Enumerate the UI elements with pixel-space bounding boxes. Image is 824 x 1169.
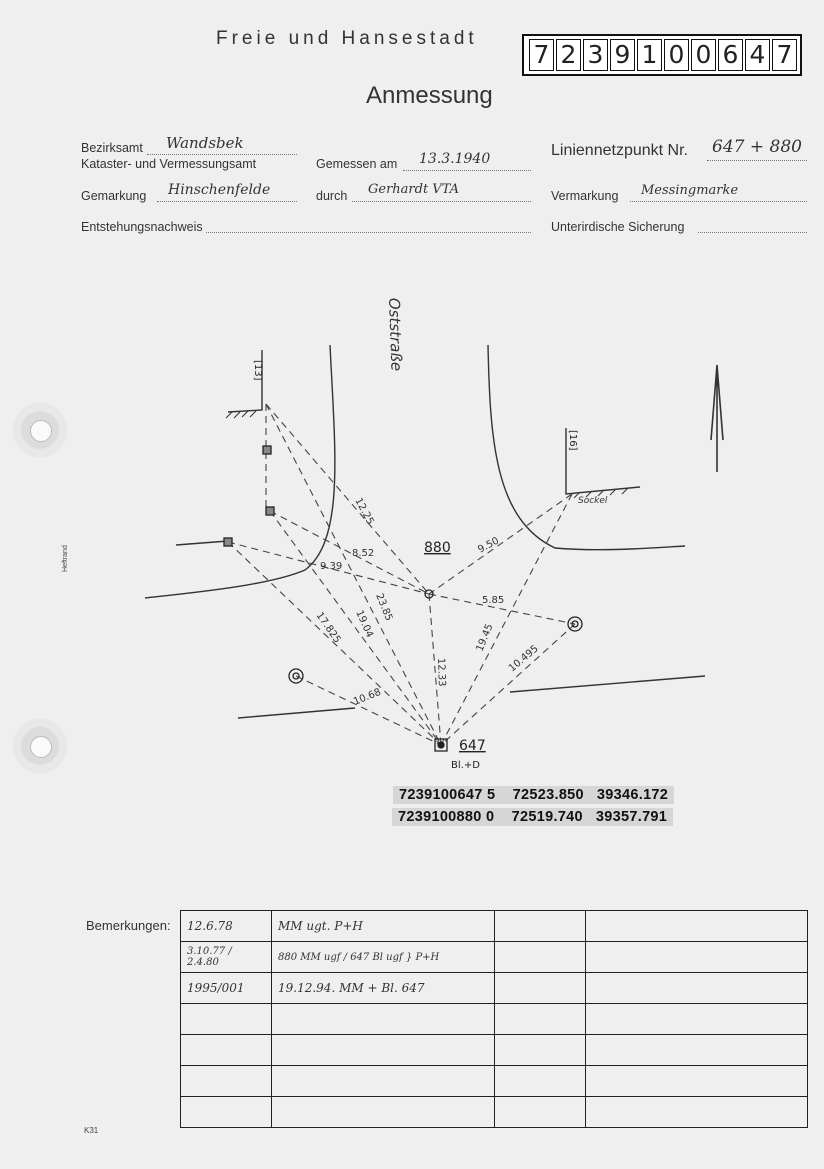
measure-label: 5.85 xyxy=(482,595,505,606)
durch-label: durch xyxy=(316,189,348,203)
coordinate-row xyxy=(392,808,673,826)
number-digit: 0 xyxy=(664,39,689,71)
parcel-line-left xyxy=(176,541,228,545)
gemarkung-value: Hinschenfelde xyxy=(168,182,271,198)
table-row xyxy=(181,1035,808,1066)
number-digit: 7 xyxy=(529,39,554,71)
measure-label: 9.39 xyxy=(320,561,343,572)
measure-label: 17.825 xyxy=(313,610,343,646)
measure-label: 19.45 xyxy=(474,622,496,654)
street-edge-right xyxy=(488,345,685,550)
parcel-line-lower-right xyxy=(510,676,705,692)
measure-label: 8.52 xyxy=(352,548,375,559)
page-title: Anmessung xyxy=(366,82,493,109)
kataster-label: Kataster- und Vermessungsamt xyxy=(81,157,257,171)
number-digit: 6 xyxy=(718,39,743,71)
coordinate-x: 72523.850 xyxy=(512,787,584,803)
survey-mark xyxy=(224,538,232,546)
point-647-label: 647 xyxy=(459,738,486,754)
number-digit: 7 xyxy=(772,39,797,71)
liniennetz-value: 647 + 880 xyxy=(712,137,802,157)
vermarkung-label: Vermarkung xyxy=(551,189,619,203)
coordinate-x: 72519.740 xyxy=(511,809,583,825)
measure-label: 9.50 xyxy=(476,535,502,556)
table-row xyxy=(181,1097,808,1128)
number-digit: 2 xyxy=(556,39,581,71)
remark-date: 1995/001 xyxy=(181,973,272,1004)
table-row xyxy=(181,942,808,973)
vermarkung-value: Messingmarke xyxy=(641,183,739,198)
entstehung-label: Entstehungsnachweis xyxy=(81,220,203,234)
measure-label: 12.25 xyxy=(352,496,376,527)
form-code: K31 xyxy=(84,1126,99,1135)
parcel-line-lower-left xyxy=(238,708,355,718)
point-647-note: Bl.+D xyxy=(451,760,480,771)
remark-text: 880 MM ugf / 647 Bl ugf } P+H xyxy=(272,942,495,973)
number-digit: 0 xyxy=(691,39,716,71)
survey-mark xyxy=(266,507,274,515)
remark-date: 3.10.77 / 2.4.80 xyxy=(181,942,272,973)
coordinate-row xyxy=(393,786,674,804)
measure-label: 19.04 xyxy=(353,608,375,640)
number-digit: 9 xyxy=(610,39,635,71)
measure-label: 12.33 xyxy=(435,657,447,687)
number-digit: 3 xyxy=(583,39,608,71)
table-row xyxy=(181,911,808,942)
measure-label: 23.85 xyxy=(373,592,395,623)
coordinate-y: 39346.172 xyxy=(596,787,669,803)
city-heading: Freie und Hansestadt xyxy=(216,28,478,49)
remark-date: 12.6.78 xyxy=(181,911,272,942)
gemessen-label: Gemessen am xyxy=(316,157,398,171)
bezirksamt-value: Wandsbek xyxy=(166,134,244,152)
gemarkung-label: Gemarkung xyxy=(81,189,147,203)
parcel-13-label: [13] xyxy=(252,360,263,381)
heftrand-label: Heftrand xyxy=(62,545,69,572)
remarks-label: Bemerkungen: xyxy=(86,918,171,933)
coordinate-id: 7239100647 5 xyxy=(399,787,496,803)
point-880-label: 880 xyxy=(424,540,451,556)
gemessen-value: 13.3.1940 xyxy=(419,151,491,167)
remark-text: MM ugt. P+H xyxy=(272,911,495,942)
number-digit: 1 xyxy=(637,39,662,71)
measure-label: 10.68 xyxy=(352,686,383,708)
bezirksamt-label: Bezirksamt xyxy=(81,141,143,155)
north-arrow-icon xyxy=(711,365,723,472)
table-row xyxy=(181,1004,808,1035)
remark-text: 19.12.94. MM + Bl. 647 xyxy=(272,973,495,1004)
sockel-label: Sockel xyxy=(578,496,608,506)
survey-mark xyxy=(263,446,271,454)
street-label: Oststraße xyxy=(385,297,406,372)
table-row xyxy=(181,973,808,1004)
coordinate-y: 39357.791 xyxy=(595,809,668,825)
unterirdisch-label: Unterirdische Sicherung xyxy=(551,220,685,234)
number-digit: 4 xyxy=(745,39,770,71)
remarks-table xyxy=(180,910,808,1128)
coordinate-id: 7239100880 0 xyxy=(398,809,495,825)
liniennetz-label: Liniennetzpunkt Nr. xyxy=(551,142,688,159)
durch-value: Gerhardt VTA xyxy=(368,182,460,197)
table-row xyxy=(181,1066,808,1097)
parcel-16-label: [16] xyxy=(567,430,578,451)
measure-label: 10.495 xyxy=(506,643,541,675)
